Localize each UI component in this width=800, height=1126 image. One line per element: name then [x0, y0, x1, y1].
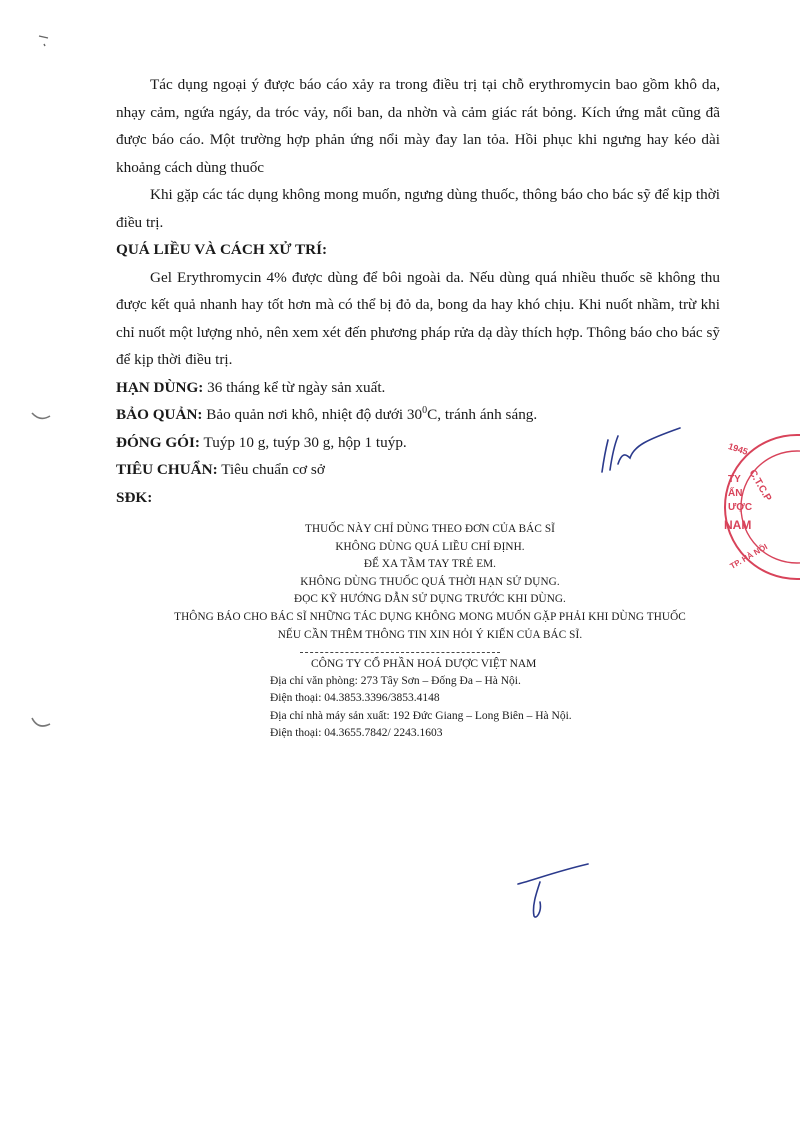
warning-line: KHÔNG DÙNG THUỐC QUÁ THỜI HẠN SỬ DỤNG.: [300, 575, 560, 588]
storage-label: BẢO QUẢN:: [116, 406, 203, 423]
stamp-company-type: C.T.C.P: [746, 468, 774, 504]
storage-value-end: C, tránh ánh sáng.: [427, 406, 538, 423]
stamp-city: TP. HÀ NỘI: [728, 542, 770, 571]
registration-label: SĐK:: [116, 488, 153, 506]
company-block: [270, 656, 670, 742]
warning-line: ĐỌC KỸ HƯỚNG DẪN SỬ DỤNG TRƯỚC KHI DÙNG.: [294, 593, 566, 606]
factory-address: Địa chỉ nhà máy sản xuất: 192 Đức Giang – Long Biên – Hà Nội.: [270, 709, 572, 722]
stamp-line-an: ẤN: [728, 488, 743, 499]
signature-initials: [596, 424, 686, 480]
scan-mark-mid: [30, 410, 52, 424]
warning-line: THÔNG BÁO CHO BÁC SĨ NHỮNG TÁC DỤNG KHÔNG MONG MUỐN GẶP PHẢI KHI DÙNG THUỐC: [174, 610, 686, 623]
packaging-label: ĐÓNG GÓI:: [116, 433, 200, 451]
scan-mark-low: [30, 714, 52, 732]
scan-mark-top: [36, 32, 52, 50]
adverse-effects-paragraph: Tác dụng ngoại ý được báo cáo xảy ra trong điều trị tại chỗ erythromycin bao gồm khô da, nhạy cảm, ngứa ngáy, da tróc vảy, nổi ban, da nhờn và cảm giác rát bỏng. Kích ứng mắt cũng đã được báo cáo. Một trường hợp phản ứng nổi mày đay lan tỏa. Hồi phục khi ngưng hay kéo dài khoảng cách dùng thuốc: [116, 76, 720, 176]
warning-line: ĐỂ XA TẦM TAY TRẺ EM.: [363, 558, 497, 571]
shelf-life-label: HẠN DÙNG:: [116, 378, 204, 396]
standard-label: TIÊU CHUẨN:: [116, 461, 218, 478]
stamp-line-ty: TY: [728, 474, 741, 485]
company-name: CÔNG TY CỔ PHẦN HOÁ DƯỢC VIỆT NAM: [311, 658, 537, 670]
warning-line: KHÔNG DÙNG QUÁ LIỀU CHỈ ĐỊNH.: [335, 540, 525, 553]
signature-bottom: [514, 862, 594, 922]
warning-line: NẾU CẦN THÊM THÔNG TIN XIN HỎI Ý KIẾN CỦA BÁC SĨ.: [277, 628, 583, 641]
storage-value: Bảo quản nơi khô, nhiệt độ dưới 30: [202, 406, 423, 423]
warning-line: THUỐC NÀY CHỈ DÙNG THEO ĐƠN CỦA BÁC SĨ: [305, 523, 555, 535]
company-stamp: [722, 432, 800, 582]
standard-value: Tiêu chuẩn cơ sở: [217, 461, 325, 478]
overdose-heading: QUÁ LIỀU VÀ CÁCH XỬ TRÍ:: [116, 241, 328, 258]
overdose-paragraph: Gel Erythromycin 4% được dùng để bôi ngoài da. Nếu dùng quá nhiều thuốc sẽ không thu được kết quả nhanh hay tốt hơn mà có thể bị đỏ da, bong da hay khó chịu. Khi nuốt nhầm, trừ khi chỉ nuốt một lượng nhỏ, nên xem xét đến phương pháp rửa dạ dày thích hợp. Thông báo cho bác sỹ để kịp thời điều trị.: [116, 268, 720, 368]
office-address: Địa chỉ văn phòng: 273 Tây Sơn – Đống Đa – Hà Nội.: [270, 675, 521, 688]
shelf-life-value: 36 tháng kể từ ngày sản xuất.: [203, 378, 386, 396]
stamp-year: 1945: [726, 441, 750, 457]
warnings-block: [130, 521, 730, 644]
factory-phone: Điện thoại: 04.3655.7842/ 2243.1603: [270, 726, 443, 739]
registration-field: [116, 484, 720, 512]
stamp-line-nam: NAM: [724, 518, 752, 532]
packaging-value: Tuýp 10 g, tuýp 30 g, hộp 1 tuýp.: [199, 433, 407, 451]
dashed-divider: [300, 652, 500, 653]
degree-superscript: 0: [422, 404, 428, 416]
office-phone: Điện thoại: 04.3853.3396/3853.4148: [270, 692, 440, 705]
shelf-life-field: [116, 374, 720, 402]
adverse-action-paragraph: Khi gặp các tác dụng không mong muốn, ngưng dùng thuốc, thông báo cho bác sỹ để kịp thời điều trị.: [116, 186, 720, 231]
stamp-line-uoc: ƯỢC: [728, 502, 753, 513]
